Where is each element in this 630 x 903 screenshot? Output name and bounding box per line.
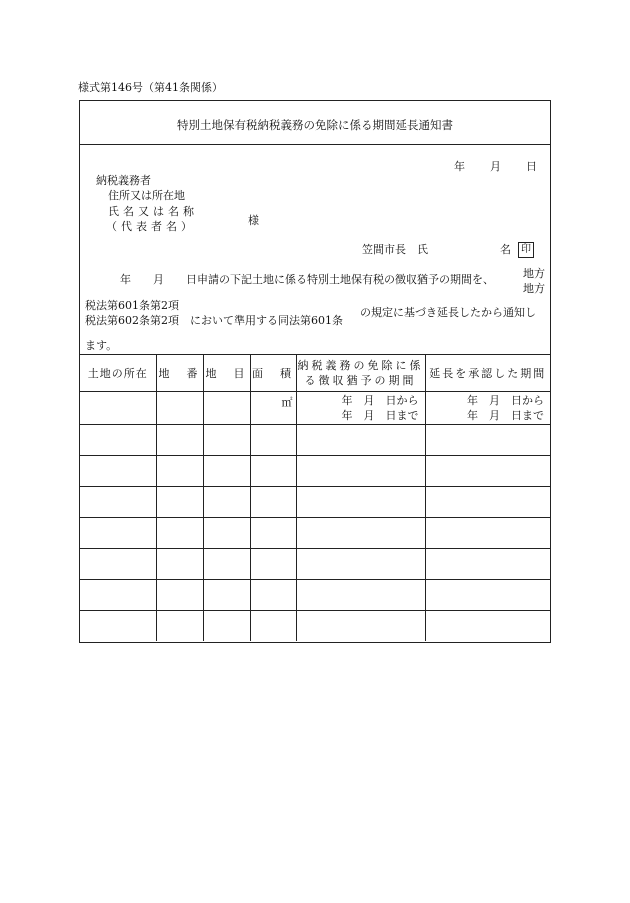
taxpayer-heading: 納税義務者	[96, 174, 151, 187]
name-char: 名	[500, 243, 511, 256]
cell-location	[80, 392, 156, 425]
honorific-sama: 様	[248, 214, 259, 227]
header-area: 面 積	[250, 355, 296, 392]
header-location: 土地の所在	[80, 355, 156, 392]
cell-land-category	[203, 392, 250, 425]
cell-area-unit: ㎡	[250, 392, 296, 425]
table-row	[80, 611, 550, 642]
notice-line-1: 年 月 日申請の下記土地に係る特別土地保有税の徴収猶予の期間を、	[120, 273, 494, 286]
law-article-602: 税法第602条第2項 において準用する同法第601条	[85, 314, 343, 327]
table-row	[80, 549, 550, 580]
mayor-label: 笠間市長 氏	[362, 243, 428, 256]
table-row	[80, 580, 550, 611]
name-label: 氏名又は名称	[108, 205, 198, 218]
seal-mark: 印	[518, 242, 534, 258]
header-deferral-period: 納税義務の免除に係る徴収猶予の期間	[296, 355, 425, 392]
deferral-to: 年 月 日まで	[341, 409, 419, 422]
table-header-row	[80, 355, 550, 392]
table-row	[80, 392, 550, 425]
table-row	[80, 456, 550, 487]
law-article-601: 税法第601条第2項	[85, 299, 179, 312]
cell-extended-period	[425, 392, 550, 425]
table-row	[80, 487, 550, 518]
document-frame	[79, 100, 551, 643]
extended-from: 年 月 日から	[467, 394, 544, 407]
notice-line-2-tail: の規定に基づき延長したから通知し	[360, 306, 536, 319]
cell-deferral-period	[296, 392, 425, 425]
table-row	[80, 425, 550, 456]
notice-line-3: ます。	[85, 339, 118, 352]
header-lot-number: 地 番	[156, 355, 203, 392]
law-prefix-top: 地方	[523, 267, 545, 280]
title-row	[80, 101, 550, 145]
date-day: 日	[526, 160, 537, 173]
header-extended-period: 延長を承認した期間	[425, 355, 550, 392]
date-year: 年	[454, 160, 465, 173]
representative-label: （代表者名）	[106, 220, 196, 233]
date-month: 月	[490, 160, 501, 173]
extended-to: 年 月 日まで	[467, 409, 544, 422]
address-label: 住所又は所在地	[108, 189, 185, 202]
header-land-category: 地 目	[203, 355, 250, 392]
land-table	[80, 354, 550, 641]
document-title: 特別土地保有税納税義務の免除に係る期間延長通知書	[177, 118, 453, 132]
cell-lot-number	[156, 392, 203, 425]
table-row	[80, 518, 550, 549]
law-prefix-bottom: 地方	[523, 282, 545, 295]
form-number-label: 様式第146号（第41条関係）	[78, 81, 223, 94]
deferral-from: 年 月 日から	[341, 394, 419, 407]
